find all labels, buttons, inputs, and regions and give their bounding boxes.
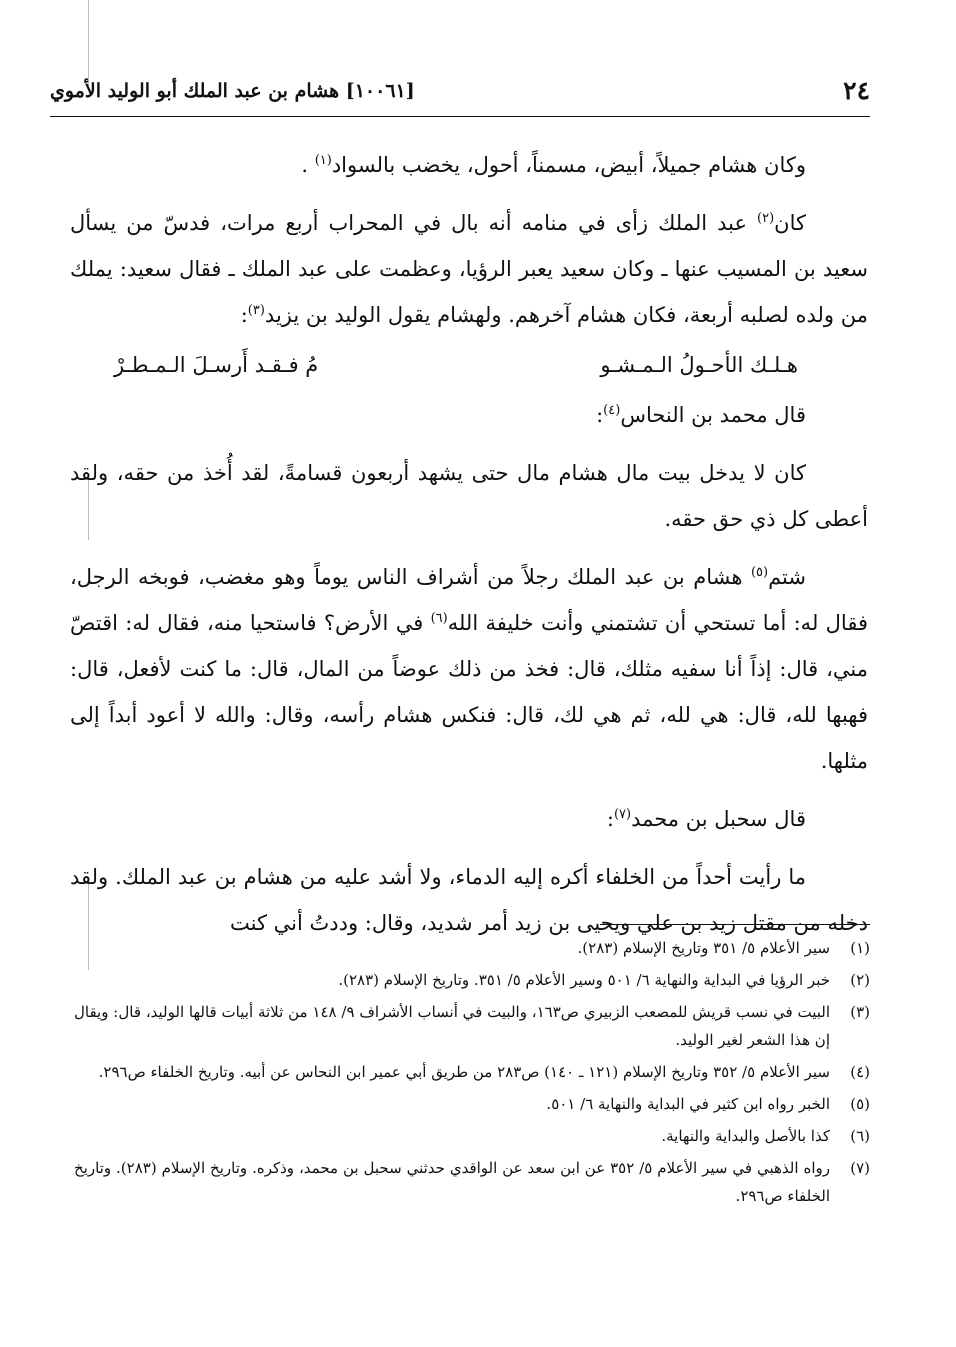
footnote-marker[interactable]: (٢) [757,211,775,226]
footnote-number: (٧) [850,1159,870,1177]
footnote [74,1154,870,1210]
footnote-number: (٢) [850,971,870,989]
footnote [74,998,870,1054]
paragraph: قال سحبل بن محمد$^{(٧)}$: [606,807,806,831]
footnote-separator [600,924,870,925]
page-header [50,76,870,117]
footnote-marker[interactable]: (٣) [247,303,265,318]
paragraph: شتم$^{(٥)}$ هشام بن عبد الملك رجلاً من أشراف الناس يوماً وهو مغضب، فوبخه الرجل، فقال له: أما تستحي أن تشتمني وأنت خليفة الله$^{(٦)}$ في الأرض؟ فاستحيا منه، فقال له: اقتصّ مني، قال: إذاً أنا سفيه مثلك، قال: فخذ من ذلك عوضاً من المال، قال: ما كنت لأفعل، قال: فهبها لله، قال: هي لله، ثم هي لك، قال: فنكس هشام رأسه، وقال: والله لا أعود أبداً إلى مثلها. [70,565,868,773]
page-number: ٢٤ [843,76,870,105]
footnote-text: خبر الرؤيا في البداية والنهاية ٦/ ٥٠١ وسير الأعلام ٥/ ٣٥١. وتاريخ الإسلام (٢٨٣). [338,971,830,989]
footnote-number: (٦) [850,1127,870,1145]
footnote-text: كذا بالأصل والبداية والنهاية. [661,1127,830,1145]
footnote [74,1058,870,1086]
footnote-text: سير الأعلام ٥/ ٣٥١ وتاريخ الإسلام (٢٨٣). [577,939,830,957]
verse-second-hemistich: مُ فـقـد أَرسـلَ الـمـطـرْ [114,353,319,377]
footnotes [74,934,870,1214]
paragraph: وكان هشام جميلاً، أبيض، مسمناً، أحول، يخضب بالسواد$^{(١)}$ . [301,153,806,177]
footnote-marker[interactable]: (١) [314,153,332,168]
footnote-marker[interactable]: (٦) [430,611,448,626]
paragraph: كان$^{(٢)}$ عبد الملك زأى في منامه أنه بال في المحراب أربع مرات، فدسّ من يسأل سعيد بن المسيب عنها ـ وكان سعيد يعبر الرؤيا، وعظمت على عبد الملك ـ فقال سعيد: يملك من ولده لصلبه أربعة، فكان هشام آخرهم. ولهشام يقول الوليد بن يزيد$^{(٣)}$: [70,211,868,327]
footnote [74,966,870,994]
footnote-number: (٥) [850,1095,870,1113]
footnote-number: (١) [850,939,870,957]
footnote-text: سير الأعلام ٥/ ٣٥٢ وتاريخ الإسلام (١٢١ ـ ١٤٠) ص٢٨٣ من طريق أبي عمير ابن النحاس عن أبيه. وتاريخ الخلفاء ص٢٩٦. [98,1063,830,1081]
paragraph: ما رأيت أحداً من الخلفاء أكره إليه الدماء، ولا أشد عليه من هشام بن عبد الملك. ولقد دخله من مقتل زيد بن علي ويحيى بن زيد أمر شديد، وقال: وددتُ أني كنت [70,865,868,935]
footnote-number: (٤) [850,1063,870,1081]
poem-verse [70,342,868,388]
main-text [70,142,868,946]
footnote-number: (٣) [850,1003,870,1021]
paragraph: قال محمد بن النحاس$^{(٤)}$: [596,403,806,427]
footnote-marker[interactable]: (٤) [603,403,621,418]
footnote-text: البيت في نسب قريش للمصعب الزبيري ص١٦٣، والبيت في أنساب الأشراف ٩/ ١٤٨ من ثلاثة أبيات قالها الوليد، قال: ويقال إن هذا الشعر لغير الوليد. [74,1003,830,1049]
paragraph: كان لا يدخل بيت مال هشام مال حتى يشهد أربعون قسامةً، لقد أُخذ من حقه، ولقد أعطى كل ذي حق حقه. [70,461,868,531]
verse-first-hemistich: هـلـك الأحـولُ الـمـشـو [600,353,798,377]
footnote-marker[interactable]: (٧) [613,807,632,822]
footnote-text: الخبر رواه ابن كثير في البداية والنهاية ٦/ ٥٠١. [546,1095,830,1113]
running-title: [١٠٠٦١] هشام بن عبد الملك أبو الوليد الأموي [50,80,415,102]
footnote-text: رواه الذهبي في سير الأعلام ٥/ ٣٥٢ عن ابن سعد عن الواقدي حدثني سحبل بن محمد، وذكره. وتاريخ الإسلام (٢٨٣). وتاريخ الخلفاء ص٢٩٦. [74,1159,830,1205]
footnote [74,1090,870,1118]
footnote-marker[interactable]: (٥) [750,565,769,580]
footnote [74,934,870,962]
footnote [74,1122,870,1150]
